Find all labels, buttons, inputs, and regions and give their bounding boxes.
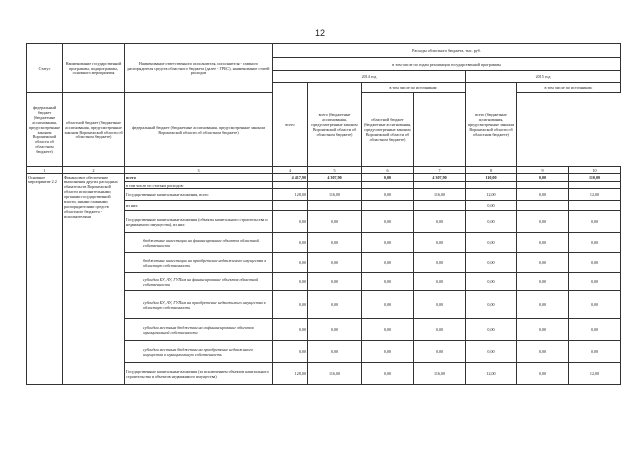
value-cell: 0,00 (308, 233, 362, 253)
value-cell: 0,00 (517, 291, 569, 319)
value-cell: 0,00 (569, 273, 621, 291)
value-cell: 116,00 (308, 189, 362, 201)
value-cell: 0,00 (414, 253, 466, 273)
row-label: всего (125, 174, 273, 182)
header-expenses: Расходы областного бюджета, тыс. руб. (273, 44, 621, 58)
value-cell (569, 201, 621, 211)
value-cell: 0,00 (273, 253, 308, 273)
col-num: 6 (362, 167, 414, 174)
value-cell: 0,00 (308, 211, 362, 233)
value-cell: 0,00 (466, 211, 517, 233)
header-year-2015: 2015 год (466, 71, 621, 83)
header-2015-total-budget: всего (бюджетные ассигнования, предусмотренные законом Воронежской области об областном бюджете) (466, 83, 517, 167)
row-label: субсидии местным бюджетам на приобретение недвижимого имущества в муниципальную собственность (125, 341, 273, 363)
value-cell: 0,00 (362, 174, 414, 182)
value-cell: 0,00 (308, 273, 362, 291)
value-cell: 0,00 (308, 291, 362, 319)
value-cell: 4 307,90 (414, 174, 466, 182)
value-cell: 110,00 (569, 174, 621, 182)
program-name-cell: Финансовое обеспечение выполнения других расходных обязательств Воронежской области исполнительными органами государственной власти, иными главными распорядителями средств областного бюджета - исполнителями (63, 174, 125, 385)
col-num: 3 (125, 167, 273, 174)
row-label: в том числе по статьям расходов: (125, 182, 273, 189)
header-2014-regional: областной бюджет (бюджетные ассигнования, предусмотренные законом Воронежской области об областном бюджете) (63, 93, 125, 167)
row-label: Государственные капитальные вложения (объекты капитального строительства и недвижимого имущества), из них: (125, 211, 273, 233)
value-cell (362, 182, 414, 189)
value-cell: 0,00 (273, 211, 308, 233)
row-label: субсидии БУ, АУ, ГУПам на финансирование объектов областной собственности (125, 273, 273, 291)
value-cell: 0,00 (273, 291, 308, 319)
value-cell: 0,00 (362, 319, 414, 341)
header-2014-total-budget: всего (бюджетные ассигнования, предусмотренные законом Воронежской области об областном бюджете) (308, 83, 362, 167)
value-cell: 0,00 (517, 319, 569, 341)
status-cell: Основное мероприятие 2.2 (27, 174, 63, 385)
value-cell (308, 182, 362, 189)
value-cell: 116,00 (414, 363, 466, 385)
value-cell: 0,00 (414, 291, 466, 319)
value-cell: 4 417,90 (273, 174, 308, 182)
value-cell: 0,00 (308, 319, 362, 341)
value-cell: 0,00 (362, 253, 414, 273)
table-body (27, 174, 621, 385)
value-cell: 0,00 (569, 341, 621, 363)
value-cell: 0,00 (466, 233, 517, 253)
header-2014-sources: в том числе по источникам: (362, 83, 466, 93)
value-cell (273, 182, 308, 189)
header-2015-regional: областной бюджет (бюджетные ассигнования, предусмотренные законом Воронежской области об областном бюджете) (362, 93, 414, 167)
col-num: 5 (308, 167, 362, 174)
value-cell: 0,00 (517, 273, 569, 291)
value-cell (414, 182, 466, 189)
value-cell (414, 201, 466, 211)
value-cell: 0,00 (517, 233, 569, 253)
value-cell: 0,00 (273, 319, 308, 341)
header-program-name: Наименование государственной программы, подпрограммы, основного мероприятия (63, 44, 125, 93)
value-cell: 0,00 (308, 253, 362, 273)
table-header (27, 44, 621, 174)
col-num: 7 (414, 167, 466, 174)
header-2015-federal: федеральный бюджет (бюджетные ассигнования, предусмотренные законом Воронежской области об областном бюджете) (125, 93, 273, 167)
header-status: Статус (27, 44, 63, 93)
value-cell: 0,00 (466, 291, 517, 319)
value-cell (569, 182, 621, 189)
value-cell: 0,00 (466, 201, 517, 211)
value-cell (517, 182, 569, 189)
col-num: 10 (569, 167, 621, 174)
value-cell: 0,00 (362, 211, 414, 233)
row-label: субсидии БУ, АУ, ГУПам на приобретение недвижимого имущества в областную собственность (125, 291, 273, 319)
value-cell: 128,00 (273, 363, 308, 385)
col-num: 1 (27, 167, 63, 174)
value-cell: 12,00 (569, 363, 621, 385)
value-cell: 0,00 (362, 341, 414, 363)
col-num: 4 (273, 167, 308, 174)
value-cell: 0,00 (466, 319, 517, 341)
row-label: Государственные капитальные вложения, всего (125, 189, 273, 201)
value-cell: 128,00 (273, 189, 308, 201)
value-cell: 4 307,90 (308, 174, 362, 182)
value-cell (308, 201, 362, 211)
value-cell (517, 201, 569, 211)
value-cell: 0,00 (362, 273, 414, 291)
value-cell: 0,00 (517, 253, 569, 273)
table-row (27, 174, 621, 182)
value-cell: 0,00 (517, 341, 569, 363)
value-cell: 0,00 (569, 253, 621, 273)
value-cell: 0,00 (517, 211, 569, 233)
value-cell: 0,00 (569, 233, 621, 253)
value-cell: 0,00 (466, 273, 517, 291)
value-cell: 12,00 (569, 189, 621, 201)
header-2014-federal: федеральный бюджет (бюджетные ассигнования, предусмотренные законом Воронежской области об областном бюджете) (27, 93, 63, 167)
page-number: 12 (314, 28, 325, 38)
value-cell: 0,00 (308, 341, 362, 363)
value-cell: 0,00 (414, 211, 466, 233)
header-year-2014: 2014 год (273, 71, 466, 83)
value-cell: 0,00 (273, 341, 308, 363)
row-label: субсидии местным бюджетам на софинансирование объектов муниципальной собственности (125, 319, 273, 341)
value-cell: 0,00 (466, 253, 517, 273)
value-cell: 0,00 (517, 189, 569, 201)
column-number-row (27, 167, 621, 174)
col-num: 9 (517, 167, 569, 174)
value-cell: 0,00 (362, 233, 414, 253)
header-executor: Наименование ответственного исполнителя, исполнителя - главного распорядителя средств областного бюджета (далее - ГРБС), наименование статей расходов (125, 44, 273, 93)
value-cell: 0,00 (414, 233, 466, 253)
value-cell (466, 182, 517, 189)
value-cell: 0,00 (273, 233, 308, 253)
value-cell: 0,00 (414, 319, 466, 341)
value-cell: 110,00 (466, 174, 517, 182)
value-cell: 0,00 (517, 363, 569, 385)
value-cell: 0,00 (273, 273, 308, 291)
row-label: бюджетные инвестиции на приобретение недвижимого имущества в областную собственность (125, 253, 273, 273)
value-cell: 116,00 (308, 363, 362, 385)
value-cell: 0,00 (414, 341, 466, 363)
value-cell: 0,00 (362, 363, 414, 385)
row-label: Государственные капитальные вложения (за исключением объектов капитального строительства и объектов недвижимого имущества) (125, 363, 273, 385)
value-cell: 0,00 (362, 189, 414, 201)
value-cell (273, 201, 308, 211)
col-num: 2 (63, 167, 125, 174)
value-cell: 0,00 (466, 341, 517, 363)
value-cell: 0,00 (414, 273, 466, 291)
value-cell: 0,00 (569, 291, 621, 319)
budget-table (26, 43, 621, 385)
value-cell: 0,00 (569, 319, 621, 341)
value-cell (362, 201, 414, 211)
header-2015-sources: в том числе по источникам: (517, 83, 621, 93)
value-cell: 0,00 (362, 291, 414, 319)
value-cell: 0,00 (569, 211, 621, 233)
header-by-years: в том числе по годам реализации государственной программы (273, 58, 621, 71)
value-cell: 12,00 (466, 363, 517, 385)
col-num: 8 (466, 167, 517, 174)
value-cell: 0,00 (517, 174, 569, 182)
value-cell: 12,00 (466, 189, 517, 201)
value-cell: 116,00 (414, 189, 466, 201)
row-label: из них: (125, 201, 273, 211)
header-total: всего (273, 83, 308, 167)
row-label: бюджетные инвестиции на финансирование объектов областной собственности (125, 233, 273, 253)
